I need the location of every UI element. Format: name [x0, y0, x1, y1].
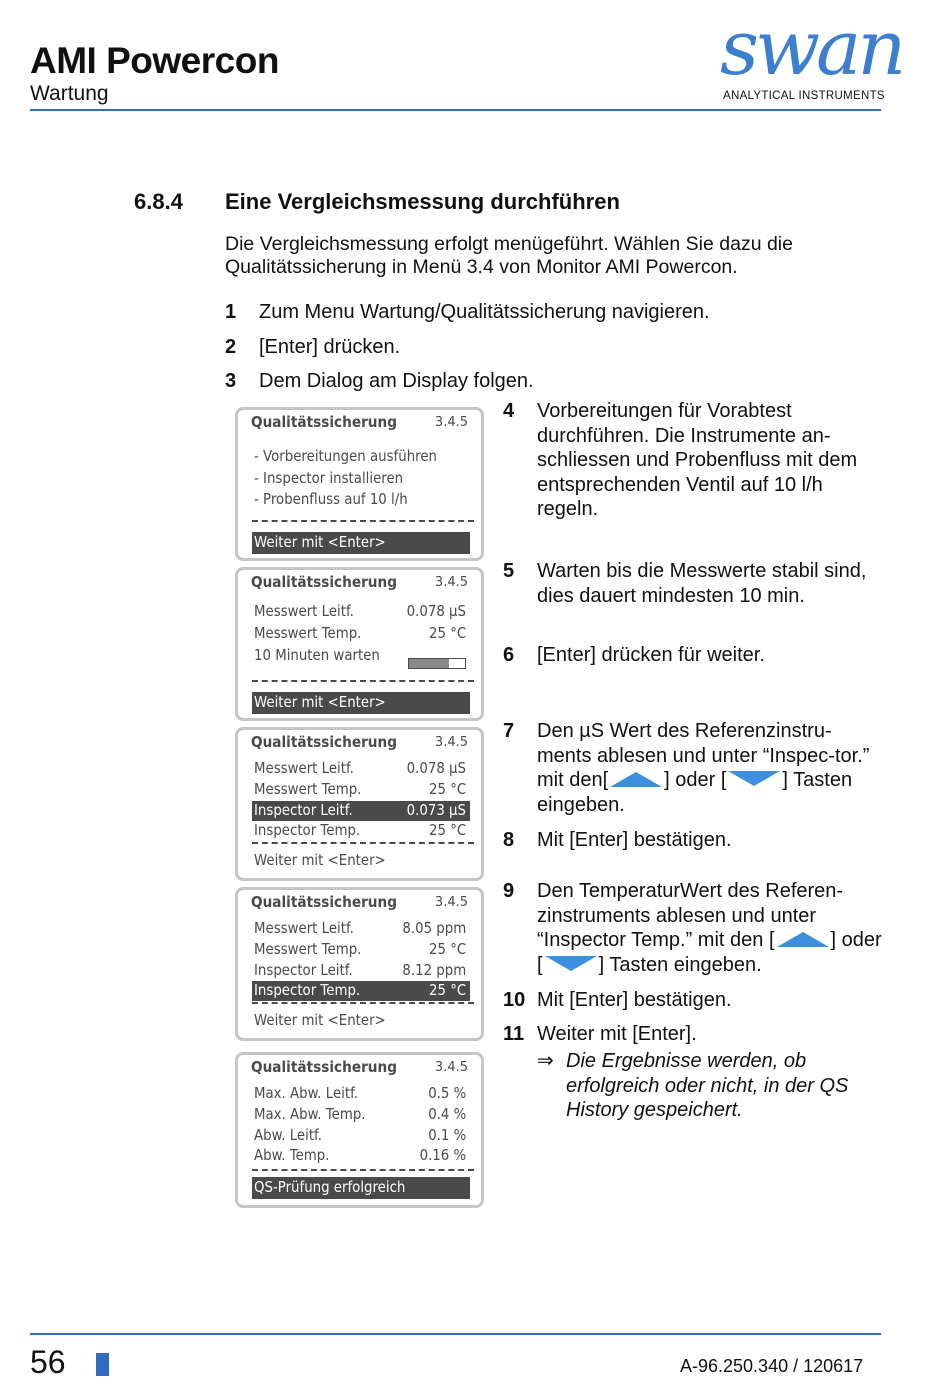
panel-row [252, 940, 470, 960]
step-number: 10 [503, 989, 526, 1011]
step-text: Zum Menu Wartung/Qualitätssicherung navigieren. [259, 301, 710, 323]
step-number: 4 [503, 400, 515, 422]
step-text: [Enter] drücken für weiter. [537, 644, 765, 666]
panel-status-bar [252, 1177, 470, 1199]
step-number: 7 [503, 720, 515, 742]
row-value: 8.12 ppm [402, 961, 466, 979]
row-label: Inspector Temp. [254, 821, 361, 839]
panel-row [252, 821, 470, 841]
panel-line: - Inspector installieren [254, 469, 404, 487]
step-number: 3 [225, 370, 237, 392]
row-label: Max. Abw. Leitf. [254, 1084, 359, 1102]
result-text: Die Ergebnisse werden, ob erfolgreich oder nicht, in der QS History gespeichert. [566, 1050, 849, 1122]
panel-menu-number: 3.4.5 [434, 735, 468, 750]
panel-footer-text: Weiter mit <Enter> [254, 1011, 386, 1029]
row-value: 25 °C [428, 821, 466, 839]
document-title: AMI Powercon [30, 40, 279, 81]
row-label: Messwert Temp. [254, 624, 362, 642]
step-text-part: Den TemperaturWert des Referen-zinstruments ablesen und unter “Inspector Temp.” mit den [ [537, 880, 844, 952]
panel-row [252, 1084, 470, 1104]
display-panel-inspector-leitf [235, 727, 484, 881]
step-text: [Enter] drücken. [259, 336, 401, 358]
row-value: 25 °C [428, 624, 466, 642]
progress-fill [409, 659, 449, 668]
panel-title: Qualitätssicherung [251, 573, 397, 591]
step-number: 1 [225, 301, 237, 323]
panel-divider [252, 680, 474, 682]
step-text-part: ] oder [ [537, 929, 882, 976]
row-label: Messwert Leitf. [254, 602, 354, 620]
row-label: Abw. Temp. [254, 1146, 330, 1164]
panel-row-selected[interactable] [252, 981, 470, 1001]
step-number: 11 [503, 1023, 525, 1045]
display-panel-prepare [235, 407, 484, 561]
row-label: Messwert Leitf. [254, 759, 354, 777]
header-rule [30, 109, 881, 111]
row-label: 10 Minuten warten [254, 646, 380, 664]
panel-row [252, 624, 470, 644]
row-value: 25 °C [428, 981, 466, 999]
panel-line: - Probenfluss auf 10 l/h [254, 490, 408, 508]
step-text: Dem Dialog am Display folgen. [259, 370, 534, 392]
panel-divider [252, 1169, 474, 1171]
panel-row [252, 919, 470, 939]
section-number: 6.8.4 [134, 189, 183, 214]
step-text: Vorbereitungen für Vorabtest durchführen. Die Instrumente an-schliessen und Probenfluss mit dem entsprechenden Ventil auf 10 l/h regeln. [537, 400, 858, 521]
panel-status-text: Weiter mit <Enter> [254, 693, 386, 711]
step-number: 9 [503, 880, 515, 902]
row-label: Inspector Leitf. [254, 801, 353, 819]
panel-row [252, 1146, 470, 1166]
step-text-part: ] oder [ [664, 769, 727, 792]
step-text-part: Den µS Wert des Referenzinstru-ments ablesen und unter “Inspec-tor.” mit den[ [537, 720, 870, 792]
page-number: 56 [30, 1344, 66, 1380]
footer-rule [30, 1333, 881, 1335]
document-subtitle: Wartung [30, 82, 109, 105]
row-label: Messwert Leitf. [254, 919, 354, 937]
step-number: 8 [503, 829, 515, 851]
row-value: 0.5 % [427, 1084, 466, 1102]
panel-title: Qualitätssicherung [251, 1058, 397, 1076]
panel-row [252, 759, 470, 779]
wait-progress-bar [408, 658, 466, 669]
display-panel-inspector-temp [235, 887, 484, 1041]
row-value: 25 °C [428, 940, 466, 958]
row-label: Abw. Leitf. [254, 1126, 323, 1144]
page-marker [96, 1353, 109, 1376]
document-code: A-96.250.340 / 120617 [680, 1356, 864, 1376]
step-text-part: ] Tasten eingeben. [598, 953, 762, 976]
step-text: Mit [Enter] bestätigen. [537, 829, 732, 851]
panel-menu-number: 3.4.5 [434, 1060, 468, 1075]
row-value: 0.16 % [419, 1146, 466, 1164]
row-label: Messwert Temp. [254, 780, 362, 798]
step-number: 2 [225, 336, 237, 358]
arrow-up-key-icon [775, 930, 831, 948]
panel-title: Qualitätssicherung [251, 893, 397, 911]
row-label: Inspector Leitf. [254, 961, 353, 979]
panel-menu-number: 3.4.5 [434, 895, 468, 910]
display-panel-result [235, 1052, 484, 1208]
arrow-up-key-icon [608, 770, 664, 788]
panel-row [252, 780, 470, 800]
row-value: 0.4 % [427, 1105, 466, 1123]
row-value: 8.05 ppm [402, 919, 466, 937]
step-text: Warten bis die Messwerte stabil sind, dies dauert mindesten 10 min. [537, 560, 867, 607]
panel-footer-text: Weiter mit <Enter> [254, 851, 386, 869]
row-value: 0.073 µS [406, 801, 466, 819]
panel-menu-number: 3.4.5 [434, 415, 468, 430]
panel-row [252, 602, 470, 622]
row-label: Messwert Temp. [254, 940, 362, 958]
logo-tagline: ANALYTICAL INSTRUMENTS [723, 90, 885, 102]
display-panel-wait [235, 567, 484, 721]
panel-row [252, 1105, 470, 1125]
row-value: 0.078 µS [406, 759, 466, 777]
step-number: 5 [503, 560, 515, 582]
panel-title: Qualitätssicherung [251, 413, 397, 431]
row-label: Max. Abw. Temp. [254, 1105, 366, 1123]
panel-divider [252, 520, 474, 522]
panel-line: - Vorbereitungen ausführen [254, 447, 437, 465]
panel-status-bar [252, 532, 470, 554]
panel-status-bar [252, 692, 470, 714]
step-text [537, 879, 882, 977]
panel-menu-number: 3.4.5 [434, 575, 468, 590]
panel-status-text: QS-Prüfung erfolgreich [254, 1178, 406, 1196]
panel-divider [252, 1002, 474, 1004]
row-label: Inspector Temp. [254, 981, 361, 999]
arrow-down-key-icon [543, 955, 599, 973]
step-number: 6 [503, 644, 515, 666]
panel-row-selected[interactable] [252, 801, 470, 821]
section-title: Eine Vergleichsmessung durchführen [225, 189, 620, 214]
result-arrow-icon: ⇒ [537, 1050, 554, 1072]
swan-logo: swan [720, 3, 903, 92]
step-text-part: ] Tasten eingeben. [537, 769, 853, 816]
row-value: 0.1 % [427, 1126, 466, 1144]
panel-row [252, 1126, 470, 1146]
panel-title: Qualitätssicherung [251, 733, 397, 751]
panel-divider [252, 842, 474, 844]
section-intro: Die Vergleichsmessung erfolgt menügeführt. Wählen Sie dazu die Qualitätssicherung in Menü 3.4 von Monitor AMI Powercon. [225, 233, 793, 278]
row-value: 0.078 µS [406, 602, 466, 620]
step-text [537, 719, 882, 817]
step-text: Weiter mit [Enter]. [537, 1023, 697, 1045]
panel-status-text: Weiter mit <Enter> [254, 533, 386, 551]
step-text: Mit [Enter] bestätigen. [537, 989, 732, 1011]
panel-row [252, 961, 470, 981]
arrow-down-key-icon [726, 770, 782, 788]
row-value: 25 °C [428, 780, 466, 798]
